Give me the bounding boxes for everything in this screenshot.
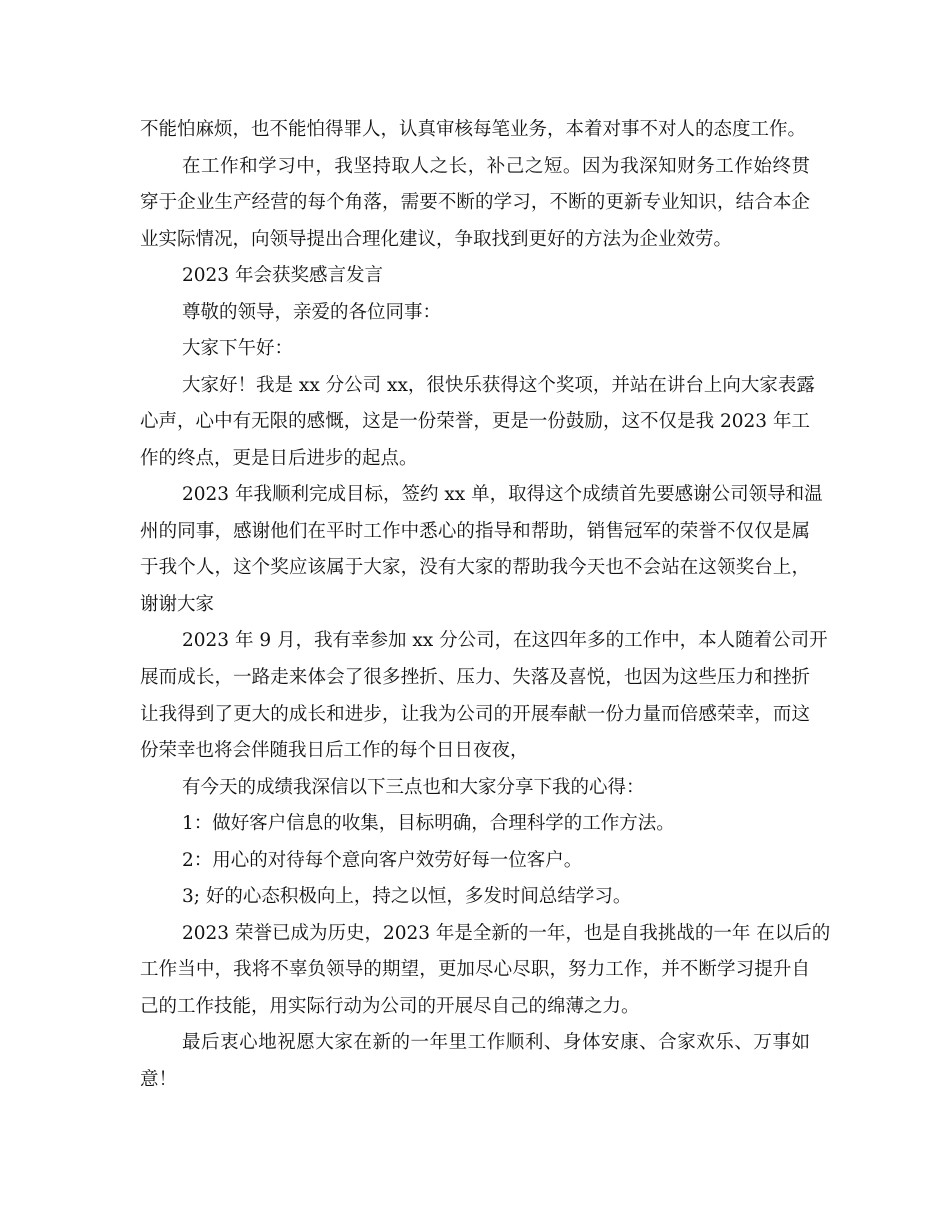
list-item-line: 2：用心的对待每个意向客户效劳好每一位客户。 bbox=[182, 849, 583, 871]
paragraph-line: 让我得到了更大的成长和进步，让我为公司的开展奉献一份力量而倍感荣幸，而这 bbox=[140, 703, 810, 725]
list-item bbox=[140, 879, 810, 916]
paragraph-line: 不能怕麻烦，也不能怕得罪人，认真审核每笔业务，本着对事不对人的态度工作。 bbox=[140, 119, 807, 140]
paragraph bbox=[140, 623, 828, 769]
paragraph-line: 己的工作技能，用实际行动为公司的开展尽自己的绵薄之力。 bbox=[140, 995, 640, 1017]
paragraph-line: 作的终点，更是日后进步的起点。 bbox=[140, 447, 418, 469]
list-item-line: 3; 好的心态积极向上，持之以恒，多发时间总结学习。 bbox=[182, 886, 632, 908]
paragraph bbox=[140, 916, 831, 1026]
paragraph bbox=[140, 770, 810, 807]
paragraph-line: 在工作和学习中，我坚持取人之长，补己之短。因为我深知财务工作始终贯 bbox=[182, 155, 810, 177]
greeting bbox=[140, 331, 810, 368]
list-item bbox=[140, 806, 810, 843]
title-line: 2023 年会获奖感言发言 bbox=[182, 265, 383, 287]
salutation-line: 尊敬的领导，亲爱的各位同事： bbox=[182, 301, 442, 323]
paragraph-line: 大家好！我是 xx 分公司 xx，很快乐获得这个奖项，并站在讲台上向大家表露 bbox=[182, 374, 815, 396]
paragraph-line: 穿于企业生产经营的每个角落，需要不断的学习，不断的更新专业知识，结合本企 bbox=[140, 192, 810, 214]
paragraph-line: 谢谢大家 bbox=[140, 593, 215, 615]
paragraph bbox=[140, 149, 810, 259]
list-item-line: 1：做好客户信息的收集，目标明确，合理科学的工作方法。 bbox=[182, 813, 675, 835]
document-body bbox=[140, 112, 831, 1098]
closing-paragraph bbox=[140, 1025, 810, 1098]
paragraph-line: 业实际情况，向领导提出合理化建议，争取找到更好的方法为企业效劳。 bbox=[140, 228, 733, 250]
paragraph-line: 2023 年 9 月，我有幸参加 xx 分公司，在这四年多的工作中，本人随着公司开 bbox=[182, 630, 828, 652]
list-item bbox=[140, 843, 810, 880]
speech-title bbox=[140, 258, 810, 295]
paragraph-line: 心声，心中有无限的感慨，这是一份荣誉，更是一份鼓励，这不仅是我 2023 年工 bbox=[140, 411, 810, 433]
paragraph-line: 于我个人，这个奖应该属于大家，没有大家的帮助我今天也不会站在这领奖台上， bbox=[140, 557, 810, 579]
paragraph bbox=[140, 112, 810, 149]
paragraph-line: 2023 荣誉已成为历史，2023 年是全新的一年，也是自我挑战的一年 在以后的 bbox=[182, 922, 831, 944]
paragraph-line: 最后衷心地祝愿大家在新的一年里工作顺利、身体安康、合家欢乐、万事如 bbox=[182, 1032, 810, 1054]
paragraph bbox=[140, 477, 823, 623]
paragraph-line: 州的同事，感谢他们在平时工作中悉心的指导和帮助，销售冠军的荣誉不仅仅是属 bbox=[140, 520, 810, 542]
paragraph-line: 展而成长，一路走来体会了很多挫折、压力、失落及喜悦，也因为这些压力和挫折 bbox=[140, 666, 810, 688]
greeting-line: 大家下午好： bbox=[182, 338, 294, 360]
paragraph-line: 工作当中，我将不辜负领导的期望，更加尽心尽职，努力工作，并不断学习提升自 bbox=[140, 959, 810, 981]
paragraph-line: 意！ bbox=[140, 1068, 178, 1090]
salutation bbox=[140, 295, 810, 332]
paragraph-line: 份荣幸也将会伴随我日后工作的每个日日夜夜， bbox=[140, 740, 529, 762]
paragraph-line: 2023 年我顺利完成目标，签约 xx 单，取得这个成绩首先要感谢公司领导和温 bbox=[182, 484, 823, 506]
paragraph-line: 有今天的成绩我深信以下三点也和大家分享下我的心得： bbox=[182, 776, 645, 798]
paragraph bbox=[140, 368, 815, 478]
